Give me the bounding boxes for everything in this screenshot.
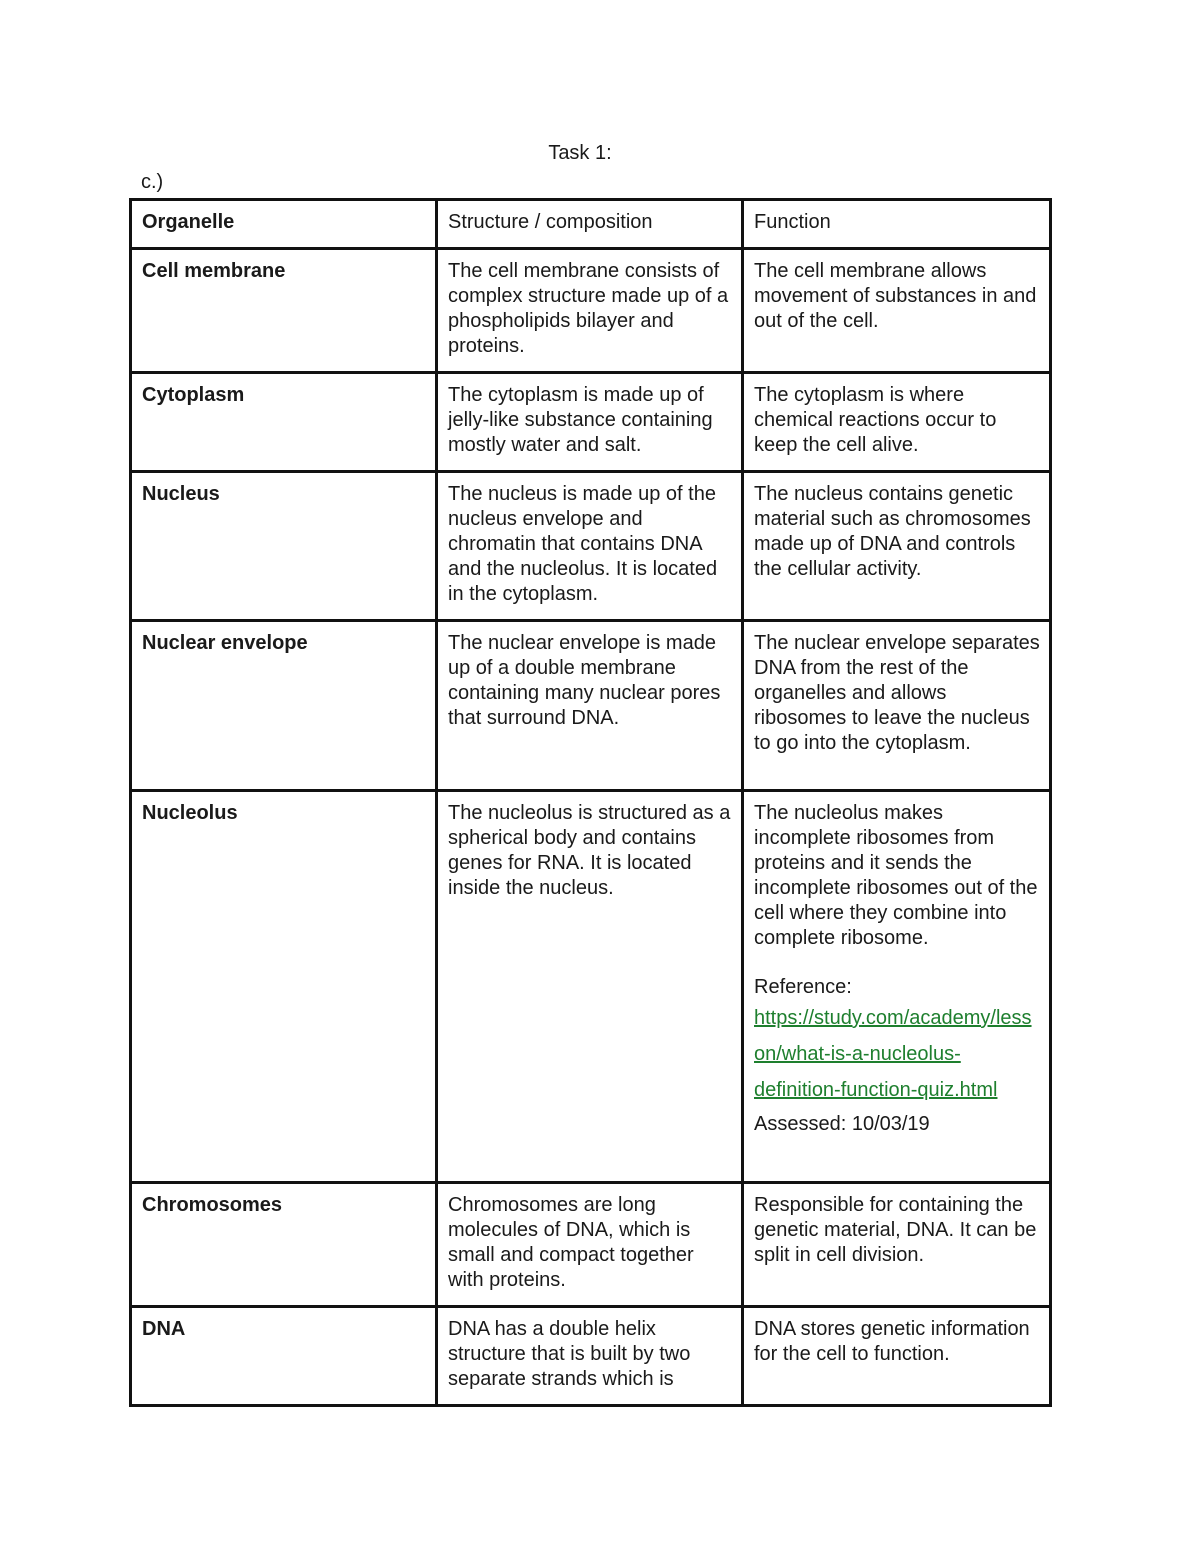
function-cell: The cell membrane allows movement of substances in and out of the cell. [743, 249, 1051, 373]
part-label: c.) [141, 171, 164, 193]
organelle-cell: Nuclear envelope [131, 621, 437, 791]
table-row [131, 1183, 1051, 1307]
reference-link-line: https://study.com/academy/less [754, 1007, 1032, 1029]
organelle-table [129, 198, 1052, 1407]
function-cell [743, 791, 1051, 1183]
structure-cell: DNA has a double helix structure that is built by two separate strands which is [437, 1307, 743, 1406]
function-cell: Responsible for containing the genetic material, DNA. It can be split in cell division. [743, 1183, 1051, 1307]
header-structure: Structure / composition [437, 200, 743, 249]
table-row [131, 373, 1051, 472]
reference-link[interactable] [754, 1000, 1040, 1108]
structure-cell: The cytoplasm is made up of jelly-like substance containing mostly water and salt. [437, 373, 743, 472]
header-organelle: Organelle [131, 200, 437, 249]
table-row [131, 1307, 1051, 1406]
page-title: Task 1: [548, 142, 612, 164]
structure-cell: The nucleus is made up of the nucleus envelope and chromatin that contains DNA and the nucleolus. It is located in the cytoplasm. [437, 472, 743, 621]
table-row [131, 791, 1051, 1183]
function-cell: The nuclear envelope separates DNA from the rest of the organelles and allows ribosomes to leave the nucleus to go into the cytoplasm. [743, 621, 1051, 791]
function-cell: The cytoplasm is where chemical reactions occur to keep the cell alive. [743, 373, 1051, 472]
function-text: The nucleolus makes incomplete ribosomes from proteins and it sends the incomplete ribosomes out of the cell where they combine into complete ribosome. [754, 802, 1038, 949]
structure-cell: The cell membrane consists of complex structure made up of a phospholipids bilayer and proteins. [437, 249, 743, 373]
reference-label: Reference: [754, 976, 852, 998]
structure-cell: The nuclear envelope is made up of a double membrane containing many nuclear pores that surround DNA. [437, 621, 743, 791]
organelle-cell: DNA [131, 1307, 437, 1406]
reference-link-line: on/what-is-a-nucleolus- [754, 1043, 961, 1065]
function-cell: The nucleus contains genetic material such as chromosomes made up of DNA and controls the cellular activity. [743, 472, 1051, 621]
structure-cell: Chromosomes are long molecules of DNA, which is small and compact together with proteins. [437, 1183, 743, 1307]
function-cell: DNA stores genetic information for the cell to function. [743, 1307, 1051, 1406]
organelle-cell: Nucleus [131, 472, 437, 621]
organelle-cell: Cytoplasm [131, 373, 437, 472]
header-function: Function [743, 200, 1051, 249]
table-row [131, 472, 1051, 621]
reference-link-line: definition-function-quiz.html [754, 1079, 998, 1101]
table-row [131, 621, 1051, 791]
organelle-cell: Chromosomes [131, 1183, 437, 1307]
structure-cell: The nucleolus is structured as a spherical body and contains genes for RNA. It is located inside the nucleus. [437, 791, 743, 1183]
organelle-cell: Cell membrane [131, 249, 437, 373]
assessed-date: Assessed: 10/03/19 [754, 1113, 930, 1135]
table-header-row [131, 200, 1051, 249]
table-row [131, 249, 1051, 373]
organelle-cell: Nucleolus [131, 791, 437, 1183]
